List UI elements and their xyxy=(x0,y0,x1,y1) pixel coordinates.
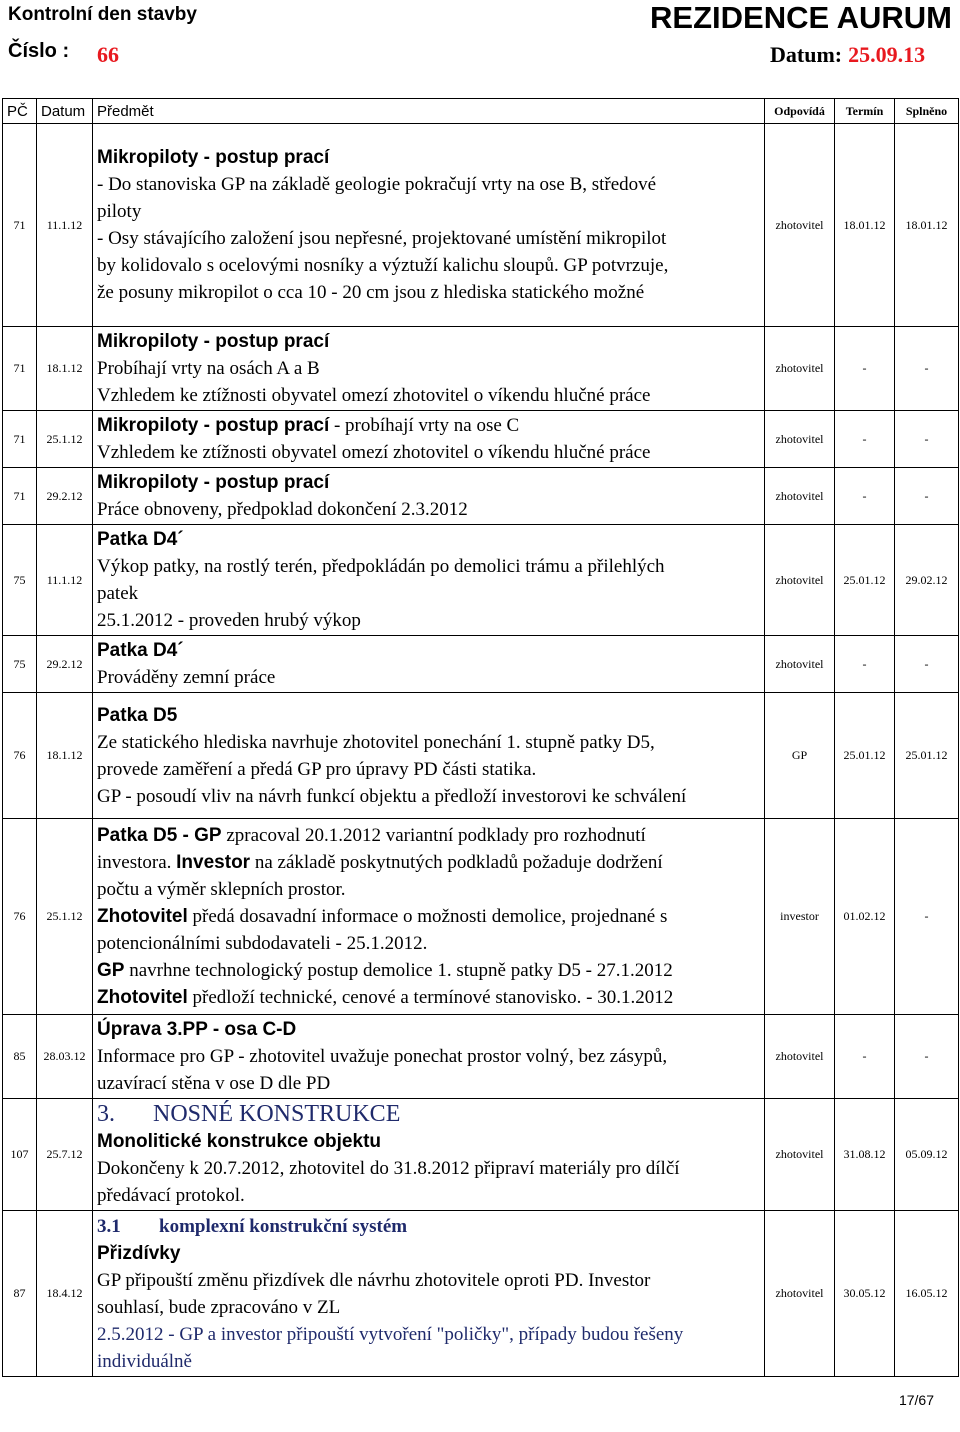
row-term: - xyxy=(835,327,895,411)
table-row xyxy=(3,1015,959,1099)
col-header-term: Termín xyxy=(835,99,895,124)
row-date: 11.1.12 xyxy=(37,124,93,327)
row-done: 25.01.12 xyxy=(895,693,959,819)
table-row xyxy=(3,525,959,636)
item-text: Probíhají vrty na osách A a B xyxy=(97,358,320,379)
item-text: souhlasí, bude zpracováno v ZL xyxy=(97,1296,341,1318)
item-text: 25.1.2012 - proveden hrubý výkop xyxy=(97,610,361,631)
row-subject xyxy=(93,1211,765,1377)
row-pc: 76 xyxy=(3,693,37,819)
item-text: Informace pro GP - zhotovitel uvažuje ponechat prostor volný, bez zásypů, xyxy=(97,1046,668,1067)
row-term: 18.01.12 xyxy=(835,124,895,327)
row-subject xyxy=(93,124,765,327)
row-responsible: zhotovitel xyxy=(765,636,835,693)
table-row xyxy=(3,1211,959,1377)
date-label: Datum: xyxy=(770,42,843,67)
item-heading: Mikropiloty - postup prací xyxy=(97,147,330,168)
item-text: 2.5.2012 - GP a investor připouští vytvoření "poličky", případy budou řešeny xyxy=(97,1323,684,1345)
row-done: - xyxy=(895,636,959,693)
item-text: zpracoval 20.1.2012 variantní podklady pro rozhodnutí xyxy=(221,825,646,846)
row-done: 29.02.12 xyxy=(895,525,959,636)
item-text: Výkop patky, na rostlý terén, předpokládán po demolici trámu a přilehlých xyxy=(97,556,665,577)
row-responsible: zhotovitel xyxy=(765,124,835,327)
subsection-title: komplexní konstrukční systém xyxy=(159,1215,408,1237)
row-term: 25.01.12 xyxy=(835,525,895,636)
page-number: 17/67 xyxy=(898,1392,934,1408)
item-line xyxy=(97,822,762,849)
item-heading: Mikropiloty - postup prací xyxy=(97,472,330,493)
item-text: - Osy stávajícího založení jsou nepřesné, projektované umístění mikropilot xyxy=(97,228,667,249)
row-pc: 71 xyxy=(3,327,37,411)
date-block xyxy=(770,42,925,68)
row-responsible: investor xyxy=(765,819,835,1015)
item-text: předloží technické, cenové a termínové stanovisko. - 30.1.2012 xyxy=(187,987,674,1008)
table-row xyxy=(3,124,959,327)
row-pc: 107 xyxy=(3,1099,37,1211)
row-date: 25.1.12 xyxy=(37,819,93,1015)
section-heading xyxy=(97,1101,762,1128)
table-row xyxy=(3,1099,959,1211)
item-party: Zhotovitel xyxy=(97,987,188,1008)
row-done: 18.01.12 xyxy=(895,124,959,327)
item-heading: Patka D5 - GP xyxy=(97,825,222,846)
item-text: investora. xyxy=(97,852,172,873)
row-subject xyxy=(93,1099,765,1211)
subsection-heading xyxy=(97,1213,762,1240)
item-text: individuálně xyxy=(97,1350,192,1372)
row-pc: 85 xyxy=(3,1015,37,1099)
row-pc: 87 xyxy=(3,1211,37,1377)
row-date: 11.1.12 xyxy=(37,525,93,636)
row-subject xyxy=(93,636,765,693)
row-subject xyxy=(93,327,765,411)
row-responsible: zhotovitel xyxy=(765,327,835,411)
row-date: 25.7.12 xyxy=(37,1099,93,1211)
row-date: 25.1.12 xyxy=(37,411,93,468)
row-subject xyxy=(93,819,765,1015)
col-header-subject: Předmět xyxy=(93,99,765,124)
row-term: 30.05.12 xyxy=(835,1211,895,1377)
item-text: GP - posoudí vliv na návrh funkcí objektu a předloží investorovi ke schválení xyxy=(97,785,687,807)
item-heading: Úprava 3.PP - osa C-D xyxy=(97,1019,297,1040)
item-text: patek xyxy=(97,583,139,604)
section-number: 3. xyxy=(97,1100,115,1127)
row-term: 25.01.12 xyxy=(835,693,895,819)
row-date: 18.4.12 xyxy=(37,1211,93,1377)
row-responsible: zhotovitel xyxy=(765,1211,835,1377)
item-line xyxy=(97,849,762,876)
row-done: - xyxy=(895,819,959,1015)
row-term: 01.02.12 xyxy=(835,819,895,1015)
row-pc: 75 xyxy=(3,636,37,693)
item-line xyxy=(97,412,762,439)
table-row xyxy=(3,411,959,468)
item-heading: Mikropiloty - postup prací xyxy=(97,331,330,352)
item-party: Zhotovitel xyxy=(97,906,188,927)
report-date: 25.09.13 xyxy=(848,42,926,67)
row-subject xyxy=(93,525,765,636)
col-header-pc: PČ xyxy=(3,99,37,124)
row-subject xyxy=(93,693,765,819)
item-text: Práce obnoveny, předpoklad dokončení 2.3.2012 xyxy=(97,499,468,520)
row-date: 28.03.12 xyxy=(37,1015,93,1099)
item-text: Prováděny zemní práce xyxy=(97,667,276,688)
item-text: - probíhají vrty na ose C xyxy=(329,415,520,436)
col-header-done: Splněno xyxy=(895,99,959,124)
table-row xyxy=(3,819,959,1015)
row-done: 05.09.12 xyxy=(895,1099,959,1211)
table-row xyxy=(3,693,959,819)
item-heading: Monolitické konstrukce objektu xyxy=(97,1130,381,1152)
row-done: 16.05.12 xyxy=(895,1211,959,1377)
item-text: GP připouští změnu přizdívek dle návrhu zhotovitele oproti PD. Investor xyxy=(97,1269,651,1291)
item-text: Ze statického hlediska navrhuje zhotovitel ponechání 1. stupně patky D5, xyxy=(97,731,655,753)
row-responsible: zhotovitel xyxy=(765,1099,835,1211)
table-row xyxy=(3,636,959,693)
project-name: REZIDENCE AURUM xyxy=(650,0,952,35)
item-heading: Patka D5 xyxy=(97,704,178,726)
item-heading: Mikropiloty - postup prací xyxy=(97,415,330,436)
item-heading: Patka D4´ xyxy=(97,640,184,661)
row-subject xyxy=(93,411,765,468)
item-text: že posuny mikropilot o cca 10 - 20 cm jsou z hlediska statického možné xyxy=(97,282,645,303)
row-done: - xyxy=(895,411,959,468)
item-party: GP xyxy=(97,960,125,981)
item-text: provede zaměření a předá GP pro úpravy PD části statika. xyxy=(97,758,537,780)
item-text: uzavírací stěna v ose D dle PD xyxy=(97,1073,331,1094)
row-responsible: GP xyxy=(765,693,835,819)
row-date: 18.1.12 xyxy=(37,327,93,411)
row-done: - xyxy=(895,468,959,525)
item-line xyxy=(97,903,762,930)
row-subject xyxy=(93,1015,765,1099)
row-pc: 71 xyxy=(3,411,37,468)
item-party: Investor xyxy=(176,852,251,873)
item-text: předávací protokol. xyxy=(97,1184,245,1206)
col-header-responsible: Odpovídá xyxy=(765,99,835,124)
subsection-number: 3.1 xyxy=(97,1215,121,1237)
number-label: Číslo : xyxy=(8,40,70,62)
item-text: navrhne technologický postup demolice 1. stupně patky D5 - 27.1.2012 xyxy=(124,960,673,981)
item-text: piloty xyxy=(97,201,142,222)
item-text: počtu a výměr sklepních prostor. xyxy=(97,879,346,900)
item-text: předá dosavadní informace o možnosti demolice, projednané s xyxy=(187,906,668,927)
item-text: Vzhledem ke ztížnosti obyvatel omezí zhotovitel o víkendu hlučné práce xyxy=(97,385,651,406)
row-date: 18.1.12 xyxy=(37,693,93,819)
row-pc: 75 xyxy=(3,525,37,636)
item-text: - Do stanoviska GP na základě geologie pokračují vrty na ose B, středové xyxy=(97,174,657,195)
item-line xyxy=(97,984,762,1011)
inspection-table xyxy=(2,98,959,1377)
item-text: Dokončeny k 20.7.2012, zhotovitel do 31.8.2012 připraví materiály pro dílčí xyxy=(97,1157,680,1179)
row-term: - xyxy=(835,636,895,693)
table-row xyxy=(3,468,959,525)
row-pc: 76 xyxy=(3,819,37,1015)
report-number: 66 xyxy=(97,42,119,67)
row-responsible: zhotovitel xyxy=(765,1015,835,1099)
item-text: Vzhledem ke ztížnosti obyvatel omezí zhotovitel o víkendu hlučné práce xyxy=(97,442,651,463)
table-header-row xyxy=(3,99,959,124)
row-responsible: zhotovitel xyxy=(765,525,835,636)
row-term: 31.08.12 xyxy=(835,1099,895,1211)
item-heading: Patka D4´ xyxy=(97,529,184,550)
row-term: - xyxy=(835,411,895,468)
row-done: - xyxy=(895,1015,959,1099)
row-pc: 71 xyxy=(3,124,37,327)
section-title: NOSNÉ KONSTRUKCE xyxy=(153,1100,401,1127)
row-responsible: zhotovitel xyxy=(765,411,835,468)
row-term: - xyxy=(835,468,895,525)
col-header-date: Datum xyxy=(37,99,93,124)
row-pc: 71 xyxy=(3,468,37,525)
row-date: 29.2.12 xyxy=(37,468,93,525)
row-date: 29.2.12 xyxy=(37,636,93,693)
item-heading: Přizdívky xyxy=(97,1242,181,1264)
item-text: potencionálními subdodavateli - 25.1.2012. xyxy=(97,933,428,954)
row-term: - xyxy=(835,1015,895,1099)
table-row xyxy=(3,327,959,411)
document-title: Kontrolní den stavby xyxy=(8,4,197,25)
item-text: by kolidovalo s ocelovými nosníky a výztuží kalichu sloupů. GP potvrzuje, xyxy=(97,255,669,276)
item-text: na základě poskytnutých podkladů požaduje dodržení xyxy=(250,852,663,873)
row-done: - xyxy=(895,327,959,411)
row-responsible: zhotovitel xyxy=(765,468,835,525)
item-line xyxy=(97,957,762,984)
row-subject xyxy=(93,468,765,525)
